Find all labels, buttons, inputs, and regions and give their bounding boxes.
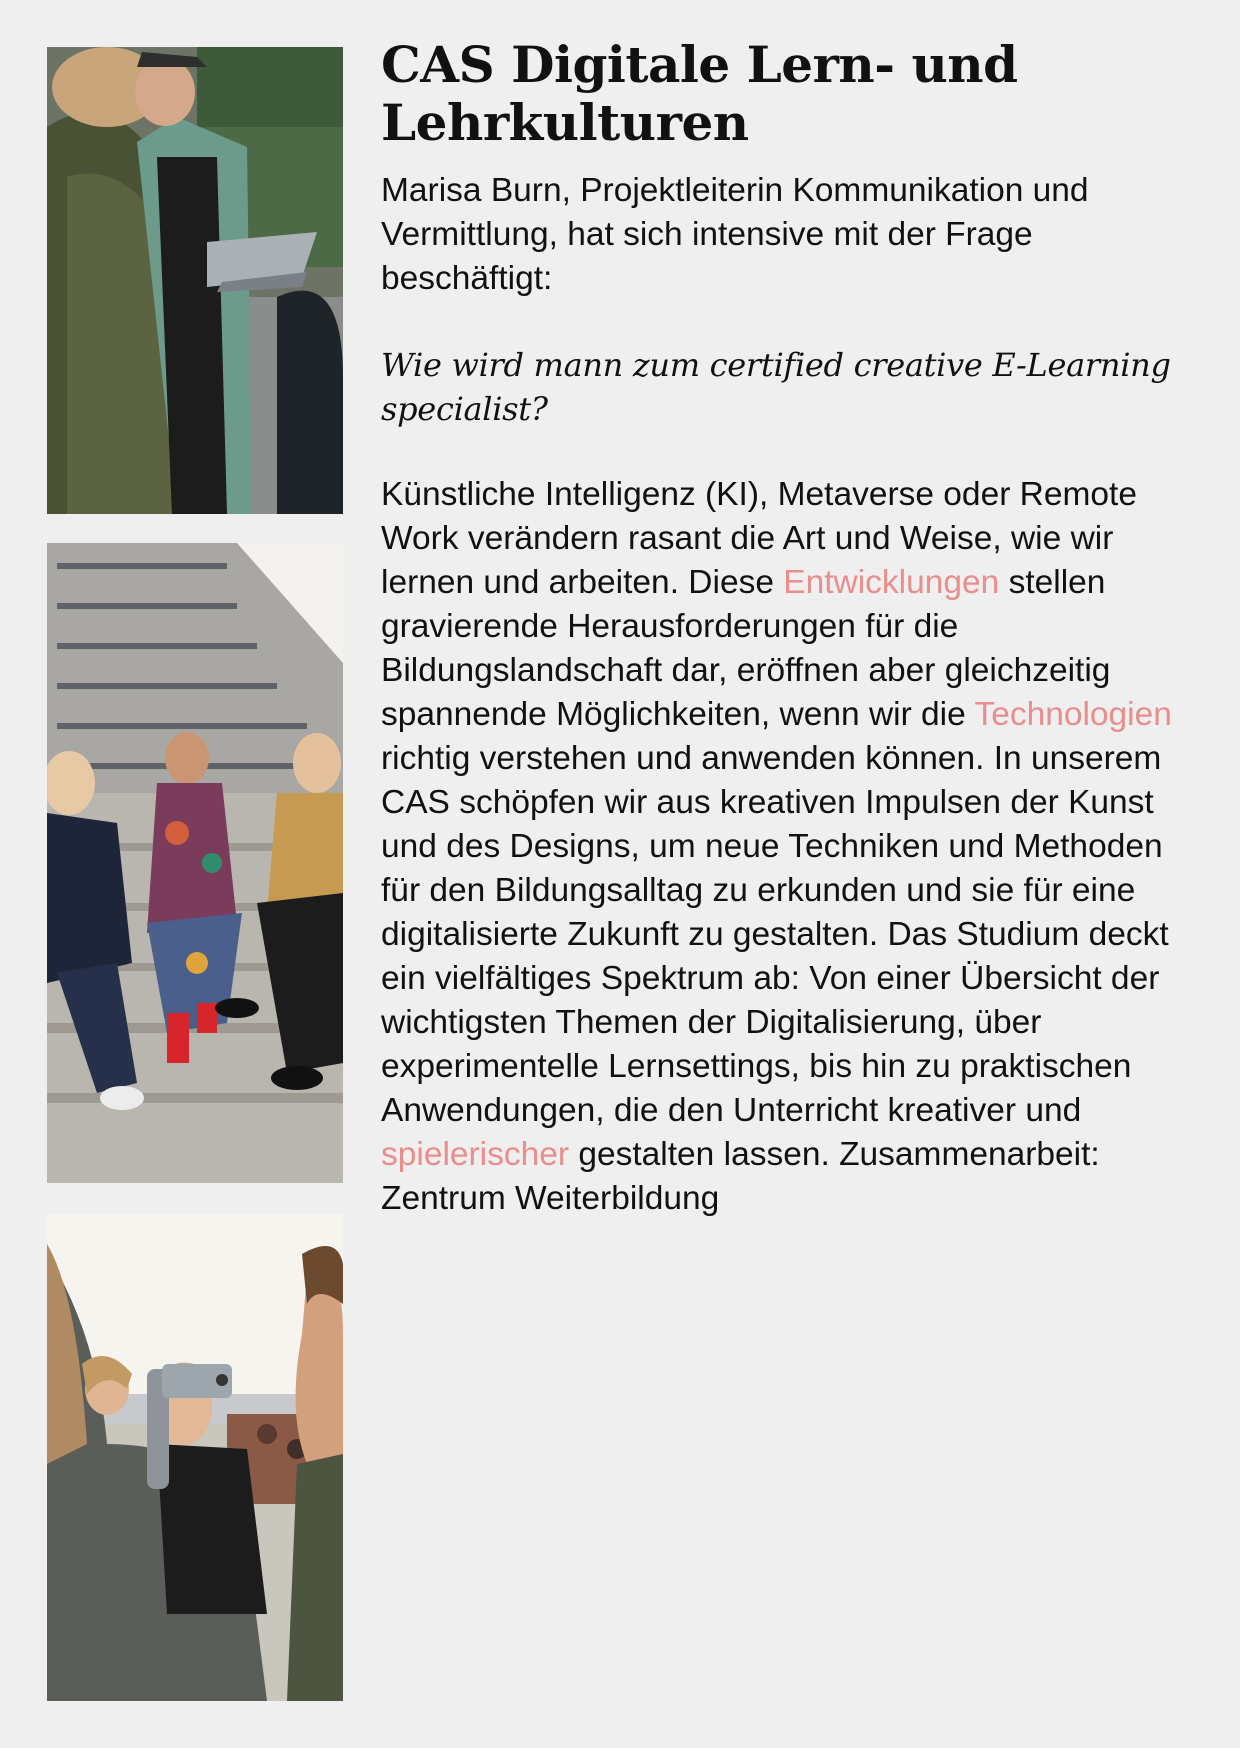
question-text: Wie wird mann zum certified creative E-Learning specialist? [381,346,1171,428]
photo-women-on-steps [47,543,343,1183]
highlight-word-spielerischer: spielerischer [381,1136,570,1173]
body-segment: stellen gravierende Herausforderungen für die Bildungslandschaft dar, eröffnen aber gleichzeitig spannende Möglichkeiten, wenn wir die [381,564,1111,733]
article [381,36,1201,1221]
highlight-word-entwicklungen: Entwicklungen [783,564,1000,601]
intro-text: Marisa Burn, Projektleiterin Kommunikation und Vermittlung, hat sich intensive mit der Frage beschäftigt: [381,172,1089,297]
body-segment: Künstliche Intelligenz (KI), Metaverse oder Remote Work verändern rasant die Art und Weise, wie wir lernen und arbeiten. Diese [381,476,1137,601]
photo-group-with-laptop [47,47,343,514]
photo-people-with-gimbal [47,1214,343,1701]
body-segment: richtig verstehen und anwenden können. In unserem CAS schöpfen wir aus kreativen Impulsen der Kunst und des Designs, um neue Techniken und Methoden für den Bildungsalltag zu erkunden und sie für eine digitalisierte Zukunft zu gestalten. Das Studium deckt ein vielfältiges Spektrum ab: Von einer Übersicht der wichtigsten Themen der Digitalisierung, über experimentelle Lernsettings, bis hin zu praktischen Anwendungen, die den Unterricht kreativer und [381,740,1169,1129]
body-segment: gestalten lassen. Zusammenarbeit: Zentrum Weiterbildung [381,1136,1100,1217]
body-text [381,473,1201,1221]
highlight-word-technologien: Technologien [974,696,1172,733]
page-title: CAS Digitale Lern- und Lehrkulturen [381,35,1018,152]
